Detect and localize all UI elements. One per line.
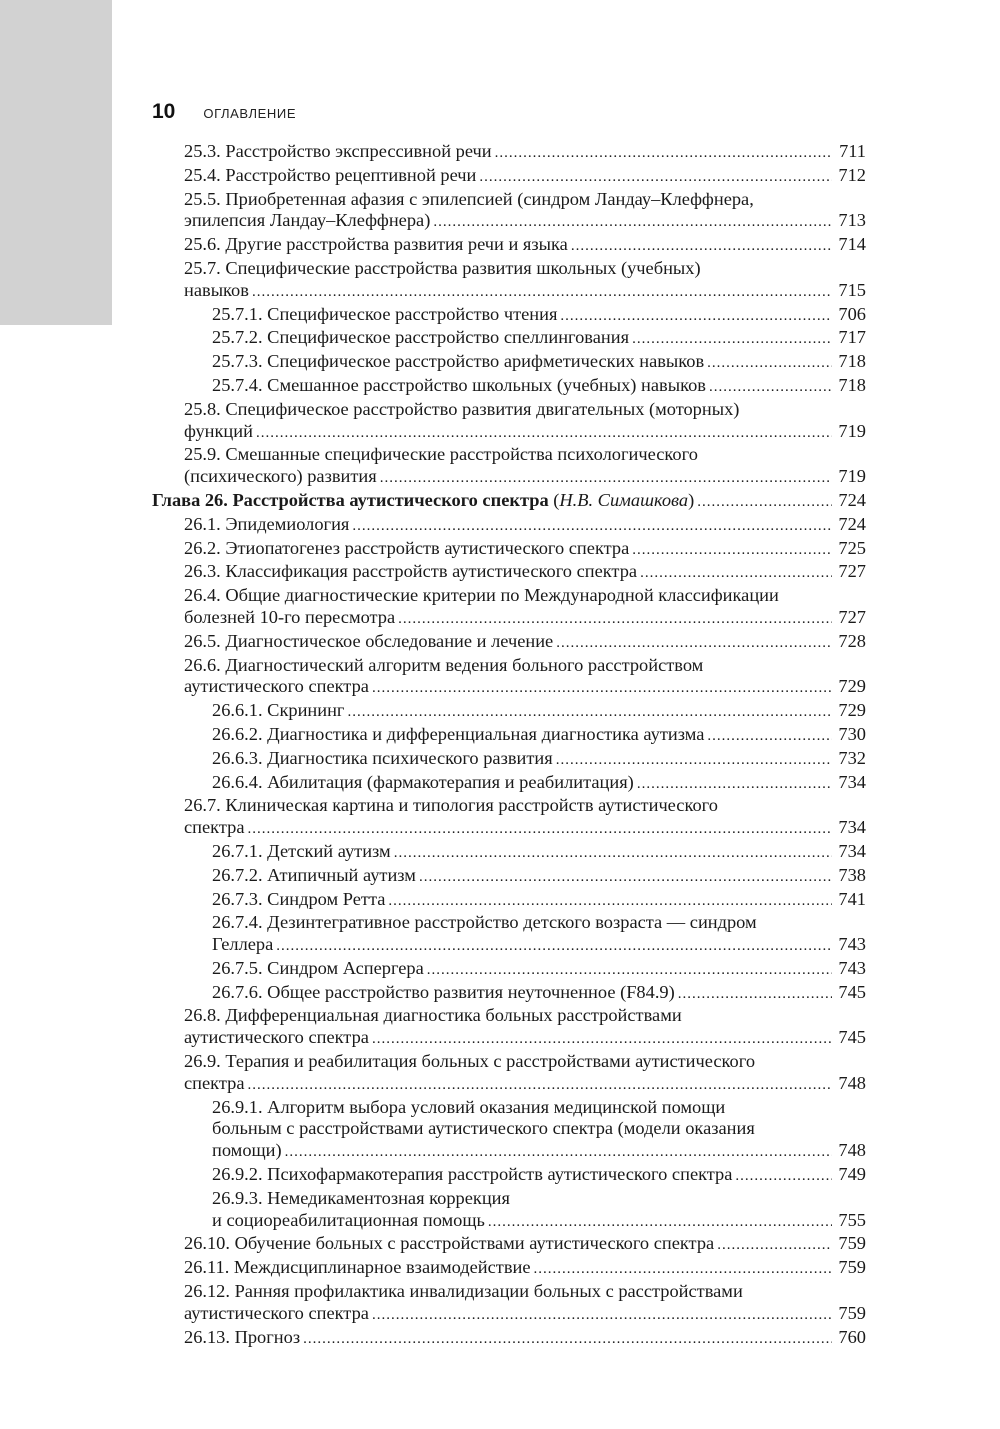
- dot-leader: [495, 143, 832, 165]
- toc-entry[interactable]: [152, 375, 866, 399]
- toc-entry-line: [212, 304, 866, 328]
- toc-entry-text: 26.11. Междисциплинарное взаимодействие: [184, 1257, 531, 1278]
- toc-page-number: 713: [838, 210, 866, 231]
- toc-page-number: 738: [838, 864, 866, 885]
- toc-page-number: 743: [838, 957, 866, 978]
- toc-entry[interactable]: [152, 1005, 866, 1051]
- toc-entry-text: 25.6. Другие расстройства развития речи и языка: [184, 234, 568, 255]
- toc-entry[interactable]: [152, 889, 866, 913]
- toc-entry[interactable]: [152, 1051, 866, 1097]
- toc-entry-text: эпилепсия Ландау–Клеффнера): [184, 210, 431, 231]
- toc-entry-text: 26.7.1. Детский аутизм: [212, 840, 391, 861]
- dot-leader: [433, 212, 832, 234]
- toc-entry-text: 26.7.5. Синдром Аспергера: [212, 957, 424, 978]
- dot-leader: [707, 726, 832, 748]
- dot-leader: [632, 329, 832, 351]
- toc-page-number: 715: [838, 279, 866, 300]
- toc-entry-line: [212, 1210, 866, 1234]
- toc-entry-text: болезней 10-го пересмотра: [184, 606, 396, 627]
- dot-leader: [419, 867, 832, 889]
- toc-entry-line: [184, 1233, 866, 1257]
- toc-entry-text: 25.7.4. Смешанное расстройство школьных (учебных) навыков: [212, 374, 706, 395]
- toc-entry-line: [212, 841, 866, 865]
- toc-page-number: 714: [838, 234, 866, 255]
- toc-entry-line: [184, 631, 866, 655]
- dot-leader: [709, 377, 832, 399]
- toc-page-number: 755: [838, 1209, 866, 1230]
- toc-entry-line: [184, 1327, 866, 1351]
- toc-entry-line: [184, 561, 866, 585]
- toc-entry-line: [184, 141, 866, 165]
- toc-entry-text: 26.2. Этиопатогенез расстройств аутистического спектра: [184, 537, 630, 558]
- toc-entry-line: [212, 351, 866, 375]
- toc-entry[interactable]: [152, 655, 866, 701]
- toc-entry[interactable]: [152, 304, 866, 328]
- toc-entry-text: 26.10. Обучение больных с расстройствами аутистического спектра: [184, 1233, 715, 1254]
- toc-entry-text: 26.4. Общие диагностические критерии по Международной классификации: [184, 585, 779, 606]
- chapter-title: [152, 490, 694, 512]
- toc-page-number: 759: [838, 1302, 866, 1323]
- toc-entry-text: аутистического спектра: [184, 676, 369, 697]
- toc-entry[interactable]: [152, 538, 866, 562]
- toc-entry[interactable]: [152, 1097, 866, 1164]
- dot-leader: [534, 1259, 832, 1281]
- toc-entry-text: 26.7. Клиническая картина и типология расстройств аутистического: [184, 795, 718, 816]
- toc-entry-text: спектра: [184, 1072, 245, 1093]
- toc-page-number: 730: [838, 723, 866, 744]
- toc-entry-text: 26.9. Терапия и реабилитация больных с расстройствами аутистического: [184, 1051, 756, 1072]
- toc-page-number: 743: [838, 934, 866, 955]
- toc-page-number: 729: [838, 676, 866, 697]
- dot-leader: [637, 774, 832, 796]
- toc-entry-line: [184, 466, 866, 490]
- toc-entry-text: 25.7. Специфические расстройства развития школьных (учебных): [184, 257, 701, 278]
- toc-entry-line: [184, 1073, 866, 1097]
- toc-entry[interactable]: [152, 700, 866, 724]
- toc-page-number: 712: [838, 164, 866, 185]
- toc-entry[interactable]: [152, 327, 866, 351]
- toc-entry-line: [212, 748, 866, 772]
- dot-leader: [394, 843, 832, 865]
- toc-entry-text: 25.7.1. Специфическое расстройство чтения: [212, 303, 558, 324]
- toc-entry[interactable]: [152, 189, 866, 235]
- toc-entry[interactable]: [152, 795, 866, 841]
- toc-entry-text: 26.6.1. Скрининг: [212, 700, 345, 721]
- toc-chapter-entry[interactable]: [152, 490, 866, 514]
- author-paren-open: (: [548, 489, 560, 510]
- toc-entry-text: навыков: [184, 279, 249, 300]
- toc-entry-line: [184, 817, 866, 841]
- toc-entry[interactable]: [152, 561, 866, 585]
- toc-entry[interactable]: [152, 631, 866, 655]
- toc-entry[interactable]: [152, 1164, 866, 1188]
- toc-page-number: 748: [838, 1072, 866, 1093]
- toc-entry[interactable]: [152, 258, 866, 304]
- toc-entry[interactable]: [152, 748, 866, 772]
- toc-entry-line: [212, 327, 866, 351]
- dot-leader: [398, 609, 832, 631]
- toc-page-number: 741: [838, 888, 866, 909]
- toc-entry-line: [212, 982, 866, 1006]
- author-paren-close: ): [688, 489, 695, 510]
- dot-leader: [247, 819, 832, 841]
- toc-page-number: 724: [838, 489, 866, 510]
- toc-entry-text: функций: [184, 420, 253, 441]
- dot-leader: [560, 306, 832, 328]
- dot-leader: [735, 1166, 832, 1188]
- toc-page-number: 759: [838, 1233, 866, 1254]
- toc-entry[interactable]: [152, 1233, 866, 1257]
- dot-leader: [256, 423, 832, 445]
- toc-entry-text: 25.7.3. Специфическое расстройство арифметических навыков: [212, 351, 705, 372]
- toc-page-number: 745: [838, 981, 866, 1002]
- dot-leader: [285, 1142, 832, 1164]
- toc-entry[interactable]: [152, 444, 866, 490]
- toc-entry-text: 26.9.2. Психофармакотерапия расстройств аутистического спектра: [212, 1164, 733, 1185]
- dot-leader: [427, 960, 832, 982]
- toc-page-number: 759: [838, 1257, 866, 1278]
- toc-page-number: 728: [838, 630, 866, 651]
- dot-leader: [303, 1329, 832, 1351]
- dot-leader: [372, 678, 832, 700]
- toc-entry-line: [212, 700, 866, 724]
- toc-entry-line: [184, 1027, 866, 1051]
- toc-page-number: 727: [838, 606, 866, 627]
- toc-entry-line: [212, 1140, 866, 1164]
- toc-page-number: 732: [838, 747, 866, 768]
- dot-leader: [717, 1235, 832, 1257]
- toc-entry[interactable]: [152, 514, 866, 538]
- toc-page-number: 748: [838, 1140, 866, 1161]
- toc-entry-line: [212, 772, 866, 796]
- toc-entry-line: [212, 958, 866, 982]
- toc-entry-text: 26.5. Диагностическое обследование и лечение: [184, 630, 554, 651]
- toc-entry[interactable]: [152, 1188, 866, 1234]
- toc-entry-text: 26.6.2. Диагностика и дифференциальная диагностика аутизма: [212, 723, 705, 744]
- toc-page-number: 745: [838, 1027, 866, 1048]
- dot-leader: [556, 633, 832, 655]
- toc-entry-text: 25.9. Смешанные специфические расстройства психологического: [184, 444, 698, 465]
- toc-entry-line: [152, 490, 866, 514]
- toc-page-number: 749: [838, 1164, 866, 1185]
- toc-entry-line: [184, 210, 866, 234]
- toc-page-number: 724: [838, 513, 866, 534]
- toc-page-number: 734: [838, 817, 866, 838]
- toc-entry-line: [212, 889, 866, 913]
- toc-entry-line: [184, 1257, 866, 1281]
- dot-leader: [697, 492, 832, 514]
- dot-leader: [372, 1305, 832, 1327]
- dot-leader: [388, 891, 832, 913]
- dot-leader: [571, 236, 832, 258]
- toc-entry-line: [184, 607, 866, 631]
- toc-entry[interactable]: [152, 772, 866, 796]
- toc-entry-line: [184, 421, 866, 445]
- toc-page-number: 717: [838, 327, 866, 348]
- dot-leader: [632, 540, 832, 562]
- dot-leader: [247, 1075, 832, 1097]
- dot-leader: [678, 984, 832, 1006]
- table-of-contents: [152, 141, 866, 1350]
- toc-entry[interactable]: [152, 165, 866, 189]
- toc-entry-text: 25.4. Расстройство рецептивной речи: [184, 164, 477, 185]
- toc-entry-text: больным с расстройствами аутистического спектра (модели оказания: [212, 1118, 755, 1139]
- dot-leader: [640, 563, 832, 585]
- dot-leader: [707, 353, 832, 375]
- toc-entry-line: [184, 676, 866, 700]
- toc-entry-text: 25.8. Специфическое расстройство развития двигательных (моторных): [184, 398, 740, 419]
- toc-entry-text: 26.8. Дифференциальная диагностика больных расстройствами: [184, 1005, 682, 1026]
- toc-entry[interactable]: [152, 724, 866, 748]
- toc-entry-line: [212, 934, 866, 958]
- toc-entry-line: [212, 1164, 866, 1188]
- toc-entry-text: аутистического спектра: [184, 1302, 369, 1323]
- toc-entry-text: 26.1. Эпидемиология: [184, 513, 350, 534]
- dot-leader: [479, 167, 832, 189]
- toc-entry[interactable]: [152, 841, 866, 865]
- dot-leader: [372, 1029, 832, 1051]
- toc-entry-line: [212, 865, 866, 889]
- toc-entry[interactable]: [152, 234, 866, 258]
- dot-leader: [347, 702, 832, 724]
- toc-entry-text: 26.13. Прогноз: [184, 1326, 301, 1347]
- dot-leader: [352, 516, 832, 538]
- toc-entry-text: 26.6.3. Диагностика психического развития: [212, 747, 553, 768]
- toc-entry-text: 26.7.2. Атипичный аутизм: [212, 864, 416, 885]
- toc-entry-text: 26.6.4. Абилитация (фармакотерапия и реабилитация): [212, 771, 634, 792]
- toc-entry[interactable]: [152, 1327, 866, 1351]
- toc-entry-text: 25.5. Приобретенная афазия с эпилепсией (синдром Ландау–Клеффнера,: [184, 188, 754, 209]
- toc-entry[interactable]: [152, 912, 866, 958]
- toc-page-number: 725: [838, 537, 866, 558]
- toc-entry-line: [212, 724, 866, 748]
- toc-entry-line: [184, 165, 866, 189]
- toc-entry-line: [184, 1303, 866, 1327]
- toc-entry[interactable]: [152, 399, 866, 445]
- toc-page-number: 729: [838, 700, 866, 721]
- toc-page-number: 718: [838, 374, 866, 395]
- toc-entry-text: 26.9.3. Немедикаментозная коррекция: [212, 1187, 510, 1208]
- dot-leader: [380, 468, 832, 490]
- chapter-author: Н.В. Симашкова: [559, 489, 689, 510]
- toc-entry-text: 26.7.3. Синдром Ретта: [212, 888, 386, 909]
- toc-entry-text: 26.7.4. Дезинтегративное расстройство детского возраста — синдром: [212, 912, 757, 933]
- toc-entry-line: [184, 538, 866, 562]
- toc-entry-line: [184, 234, 866, 258]
- toc-page-number: 734: [838, 771, 866, 792]
- toc-entry-text: помощи): [212, 1140, 282, 1161]
- dot-leader: [556, 750, 832, 772]
- toc-entry-text: 26.6. Диагностический алгоритм ведения больного расстройством: [184, 654, 704, 675]
- toc-page-number: 711: [839, 141, 866, 161]
- toc-entry[interactable]: [152, 958, 866, 982]
- toc-page-number: 718: [838, 351, 866, 372]
- toc-entry-text: 26.9.1. Алгоритм выбора условий оказания медицинской помощи: [212, 1096, 726, 1117]
- toc-entry-text: и социореабилитационная помощь: [212, 1209, 485, 1230]
- toc-entry[interactable]: [152, 1281, 866, 1327]
- toc-page-number: 727: [838, 561, 866, 582]
- toc-entry[interactable]: [152, 141, 866, 165]
- toc-entry-text: спектра: [184, 817, 245, 838]
- toc-entry[interactable]: [152, 351, 866, 375]
- toc-entry-text: аутистического спектра: [184, 1027, 369, 1048]
- toc-page-number: 706: [838, 303, 866, 324]
- toc-entry-text: (психического) развития: [184, 466, 377, 487]
- toc-page-number: 760: [838, 1326, 866, 1347]
- toc-entry[interactable]: [152, 982, 866, 1006]
- dot-leader: [276, 936, 832, 958]
- chapter-lead: Глава 26. Расстройства аутистического спектра: [152, 489, 549, 510]
- toc-entry-text: Геллера: [212, 934, 274, 955]
- page-header: [152, 100, 296, 130]
- dot-leader: [488, 1212, 832, 1234]
- dot-leader: [252, 282, 832, 304]
- toc-entry[interactable]: [152, 1257, 866, 1281]
- toc-page-number: 734: [838, 840, 866, 861]
- toc-entry[interactable]: [152, 865, 866, 889]
- toc-entry-text: 26.7.6. Общее расстройство развития неуточненное (F84.9): [212, 981, 675, 1002]
- toc-entry-line: [184, 280, 866, 304]
- running-title: ОГЛАВЛЕНИЕ: [203, 106, 297, 121]
- toc-entry-text: 26.12. Ранняя профилактика инвалидизации больных с расстройствами: [184, 1281, 743, 1302]
- page-number: 10: [152, 100, 176, 123]
- toc-entry-line: [184, 514, 866, 538]
- toc-entry-text: 25.3. Расстройство экспрессивной речи: [184, 141, 492, 161]
- toc-page-number: 719: [838, 420, 866, 441]
- toc-page-number: 719: [838, 466, 866, 487]
- toc-entry-line: [212, 375, 866, 399]
- toc-entry[interactable]: [152, 585, 866, 631]
- toc-entry-text: 26.3. Классификация расстройств аутистического спектра: [184, 561, 638, 582]
- page-edge-band: [0, 0, 112, 325]
- toc-entry-text: 25.7.2. Специфическое расстройство спеллингования: [212, 327, 630, 348]
